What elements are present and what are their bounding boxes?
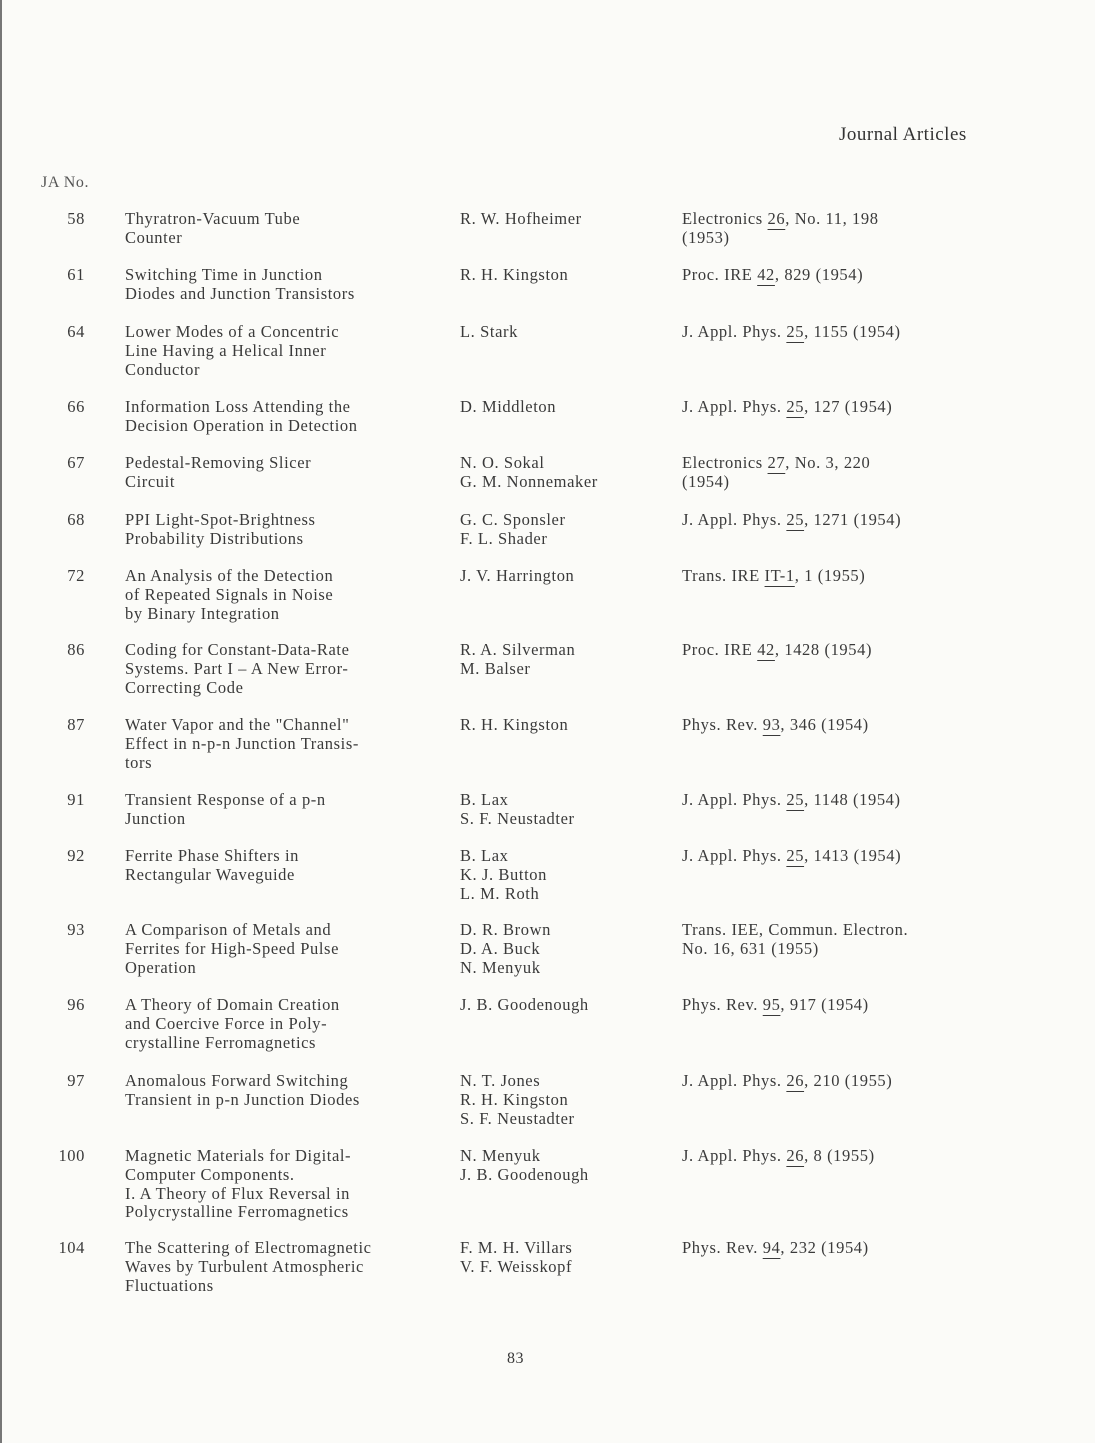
ja-number: 93 [67, 920, 85, 939]
citation-volume: 26 [786, 1146, 805, 1165]
citation-line [682, 921, 992, 940]
author-name: N. Menyuk [460, 1146, 541, 1165]
journal-citation [682, 716, 992, 735]
journal-citation [682, 323, 992, 342]
author-name: B. Lax [460, 846, 509, 865]
journal-citation [682, 266, 992, 285]
author-name: R. H. Kingston [460, 265, 569, 284]
citation-source: J. Appl. Phys. [682, 397, 787, 416]
citation-source: (1954) [682, 471, 730, 491]
author-name: R. W. Hofheimer [460, 209, 582, 228]
author-name: S. F. Neustadter [460, 808, 575, 828]
citation-line [682, 229, 992, 248]
article-title: Magnetic Materials for Digital- Computer Components. I. A Theory of Flux Reversal in Polycrystalline Ferromagnetics [125, 1146, 352, 1222]
article-title: Lower Modes of a Concentric Line Having a Helical Inner Conductor [125, 322, 340, 379]
article-authors [460, 511, 675, 549]
citation-source: Electronics [682, 453, 768, 472]
article-authors [460, 716, 675, 735]
article-authors [460, 996, 675, 1015]
journal-citation [682, 847, 992, 866]
citation-pages-year: , 1428 (1954) [774, 640, 873, 659]
author-name: S. F. Neustadter [460, 1108, 575, 1128]
citation-volume: 27 [767, 453, 786, 472]
author-name: M. Balser [460, 658, 531, 678]
citation-line [682, 716, 992, 735]
article-authors [460, 641, 675, 679]
citation-source: Electronics [682, 209, 768, 228]
author-name: B. Lax [460, 790, 509, 809]
article-title: Information Loss Attending the Decision Operation in Detection [125, 397, 358, 435]
article-authors [460, 323, 675, 342]
author-name: K. J. Button [460, 864, 547, 884]
citation-volume: 26 [767, 209, 786, 228]
ja-number: 72 [67, 566, 85, 585]
article-authors [460, 210, 675, 229]
citation-volume: 94 [762, 1238, 781, 1257]
citation-line [682, 454, 992, 473]
article-authors [460, 847, 675, 903]
author-name: G. M. Nonnemaker [460, 471, 598, 491]
citation-line [682, 567, 992, 586]
ja-number: 67 [67, 453, 85, 472]
citation-source: Proc. IRE [682, 265, 758, 284]
citation-volume: 26 [786, 1071, 805, 1090]
citation-volume: 95 [762, 995, 781, 1014]
citation-volume: 42 [757, 265, 775, 284]
page-edge [0, 0, 2, 1443]
author-name: J. B. Goodenough [460, 1164, 589, 1184]
citation-line [682, 940, 992, 959]
author-name: L. Stark [460, 322, 518, 341]
citation-source: J. Appl. Phys. [682, 322, 787, 341]
author-name: V. F. Weisskopf [460, 1256, 573, 1276]
author-name: N. T. Jones [460, 1071, 541, 1090]
citation-line [682, 473, 992, 492]
citation-pages-year: , 1148 (1954) [804, 790, 901, 809]
author-name: G. C. Sponsler [460, 510, 566, 529]
journal-citation [682, 398, 992, 417]
article-title: Pedestal-Removing Slicer Circuit [125, 453, 312, 491]
citation-source: Phys. Rev. [682, 715, 763, 734]
citation-pages-year: , 1413 (1954) [804, 846, 902, 865]
citation-pages-year: , 210 (1955) [804, 1071, 893, 1090]
ja-number-column-label: JA No. [41, 174, 90, 191]
citation-source: Trans. IRE [682, 566, 765, 585]
article-title: Coding for Constant-Data-Rate Systems. Part I – A New Error- Correcting Code [125, 640, 350, 697]
article-title: PPI Light-Spot-Brightness Probability Distributions [125, 510, 316, 548]
author-name: R. H. Kingston [460, 715, 569, 734]
article-authors [460, 791, 675, 829]
citation-line [682, 791, 992, 810]
author-name: R. H. Kingston [460, 1089, 569, 1109]
citation-source: J. Appl. Phys. [682, 1071, 787, 1090]
citation-source: (1953) [682, 227, 730, 247]
journal-citation [682, 1239, 992, 1258]
citation-pages-year: , No. 11, 198 [785, 209, 879, 228]
author-name: D. Middleton [460, 397, 557, 416]
journal-citation [682, 1072, 992, 1091]
citation-pages-year: , 127 (1954) [804, 397, 893, 416]
ja-number: 92 [67, 846, 85, 865]
ja-number: 104 [58, 1238, 85, 1257]
journal-citation [682, 511, 992, 530]
citation-pages-year: , 8 (1955) [804, 1146, 875, 1165]
article-authors [460, 454, 675, 492]
citation-volume: 93 [762, 715, 781, 734]
citation-pages-year: , 1155 (1954) [804, 322, 901, 341]
ja-number: 96 [67, 995, 85, 1014]
author-name: R. A. Silverman [460, 640, 576, 659]
citation-source: J. Appl. Phys. [682, 846, 787, 865]
citation-pages-year: , 346 (1954) [780, 715, 869, 734]
author-name: J. B. Goodenough [460, 995, 589, 1014]
article-title: An Analysis of the Detection of Repeated Signals in Noise by Binary Integration [125, 566, 334, 623]
citation-line [682, 1072, 992, 1091]
article-authors [460, 266, 675, 285]
ja-number: 100 [58, 1146, 85, 1165]
citation-line [682, 266, 992, 285]
journal-citation [682, 454, 992, 492]
citation-source: J. Appl. Phys. [682, 790, 787, 809]
journal-citation [682, 567, 992, 586]
article-authors [460, 1239, 675, 1277]
article-title: A Theory of Domain Creation and Coercive Force in Poly- crystalline Ferromagnetics [125, 995, 340, 1052]
author-name: J. V. Harrington [460, 566, 575, 585]
article-authors [460, 1147, 675, 1185]
page-number: 83 [507, 1350, 524, 1367]
article-title: Switching Time in Junction Diodes and Junction Transistors [125, 265, 355, 303]
ja-number: 97 [67, 1071, 85, 1090]
ja-number: 58 [67, 209, 85, 228]
article-title: Anomalous Forward Switching Transient in p-n Junction Diodes [125, 1071, 360, 1109]
ja-number: 64 [67, 322, 85, 341]
article-title: Water Vapor and the "Channel" Effect in n-p-n Junction Transis- tors [125, 715, 359, 772]
ja-number: 66 [67, 397, 85, 416]
author-name: D. A. Buck [460, 938, 541, 958]
journal-citation [682, 641, 992, 660]
citation-volume: 25 [786, 846, 805, 865]
citation-line [682, 1239, 992, 1258]
citation-source: Proc. IRE [682, 640, 758, 659]
author-name: N. Menyuk [460, 957, 541, 977]
citation-line [682, 641, 992, 660]
citation-source: J. Appl. Phys. [682, 510, 787, 529]
ja-number: 91 [67, 790, 85, 809]
author-name: F. M. H. Villars [460, 1238, 573, 1257]
journal-citation [682, 921, 992, 959]
ja-number: 86 [67, 640, 85, 659]
citation-line [682, 323, 992, 342]
citation-line [682, 996, 992, 1015]
article-title: Thyratron-Vacuum Tube Counter [125, 209, 301, 247]
citation-volume: 25 [786, 510, 805, 529]
author-name: F. L. Shader [460, 528, 548, 548]
author-name: L. M. Roth [460, 883, 540, 903]
citation-source: No. 16, 631 (1955) [682, 938, 819, 958]
article-title: Ferrite Phase Shifters in Rectangular Waveguide [125, 846, 300, 884]
author-name: N. O. Sokal [460, 453, 545, 472]
citation-source: Phys. Rev. [682, 995, 763, 1014]
citation-line [682, 398, 992, 417]
ja-number: 68 [67, 510, 85, 529]
citation-line [682, 210, 992, 229]
article-authors [460, 567, 675, 586]
citation-source: J. Appl. Phys. [682, 1146, 787, 1165]
citation-line [682, 1147, 992, 1166]
article-authors [460, 921, 675, 977]
citation-pages-year: , 232 (1954) [780, 1238, 869, 1257]
citation-source: Phys. Rev. [682, 1238, 763, 1257]
citation-line [682, 511, 992, 530]
citation-volume: 25 [786, 790, 805, 809]
page-header: Journal Articles [839, 124, 967, 145]
journal-citation [682, 210, 992, 248]
citation-volume: 25 [786, 322, 805, 341]
article-authors [460, 1072, 675, 1128]
citation-volume: 25 [786, 397, 805, 416]
article-title: Transient Response of a p-n Junction [125, 790, 326, 828]
citation-pages-year: , 1271 (1954) [804, 510, 902, 529]
citation-volume: IT-1 [764, 566, 795, 585]
citation-pages-year: , 829 (1954) [774, 265, 864, 284]
article-title: The Scattering of Electromagnetic Waves by Turbulent Atmospheric Fluctuations [125, 1238, 372, 1295]
citation-line [682, 847, 992, 866]
journal-citation [682, 791, 992, 810]
ja-number: 61 [67, 265, 85, 284]
citation-pages-year: , 917 (1954) [780, 995, 869, 1014]
journal-citation [682, 1147, 992, 1166]
citation-source: Trans. IEE, Commun. Electron. [682, 920, 909, 939]
article-title: A Comparison of Metals and Ferrites for High-Speed Pulse Operation [125, 920, 339, 977]
citation-volume: 42 [757, 640, 775, 659]
ja-number: 87 [67, 715, 85, 734]
citation-pages-year: , 1 (1955) [794, 566, 866, 585]
article-authors [460, 398, 675, 417]
journal-citation [682, 996, 992, 1015]
author-name: D. R. Brown [460, 920, 551, 939]
citation-pages-year: , No. 3, 220 [785, 453, 871, 472]
